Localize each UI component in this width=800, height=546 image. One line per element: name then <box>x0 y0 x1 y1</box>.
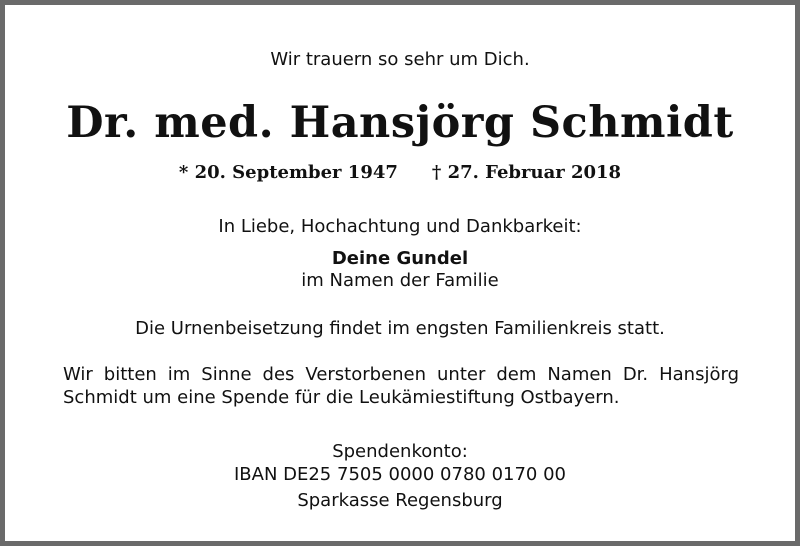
deceased-name: Dr. med. Hansjörg Schmidt <box>66 98 734 148</box>
life-dates <box>5 161 795 185</box>
iban: IBAN DE25 7505 0000 0780 0170 00 <box>233 464 567 485</box>
birth-date: * 20. September 1947 <box>178 162 398 183</box>
bank-name: Sparkasse Regensburg <box>297 490 503 511</box>
intro-line: Wir trauern so sehr um Dich. <box>270 49 530 70</box>
urn-burial-note: Die Urnenbeisetzung findet im engsten Familienkreis statt. <box>135 318 665 339</box>
donation-account-label: Spendenkonto: <box>332 441 468 462</box>
death-date: † 27. Februar 2018 <box>431 162 622 183</box>
tribute-line: In Liebe, Hochachtung und Dankbarkeit: <box>218 216 582 237</box>
donation-request <box>63 363 739 409</box>
signer-name: Deine Gundel <box>331 248 469 269</box>
signer-family: im Namen der Familie <box>301 270 499 291</box>
donation-request-line-1: Wir bitten im Sinne des Verstorbenen unter dem Namen Dr. Hansjörg <box>63 364 739 385</box>
donation-request-line-2: Schmidt um eine Spende für die Leukämiestiftung Ostbayern. <box>63 387 620 408</box>
